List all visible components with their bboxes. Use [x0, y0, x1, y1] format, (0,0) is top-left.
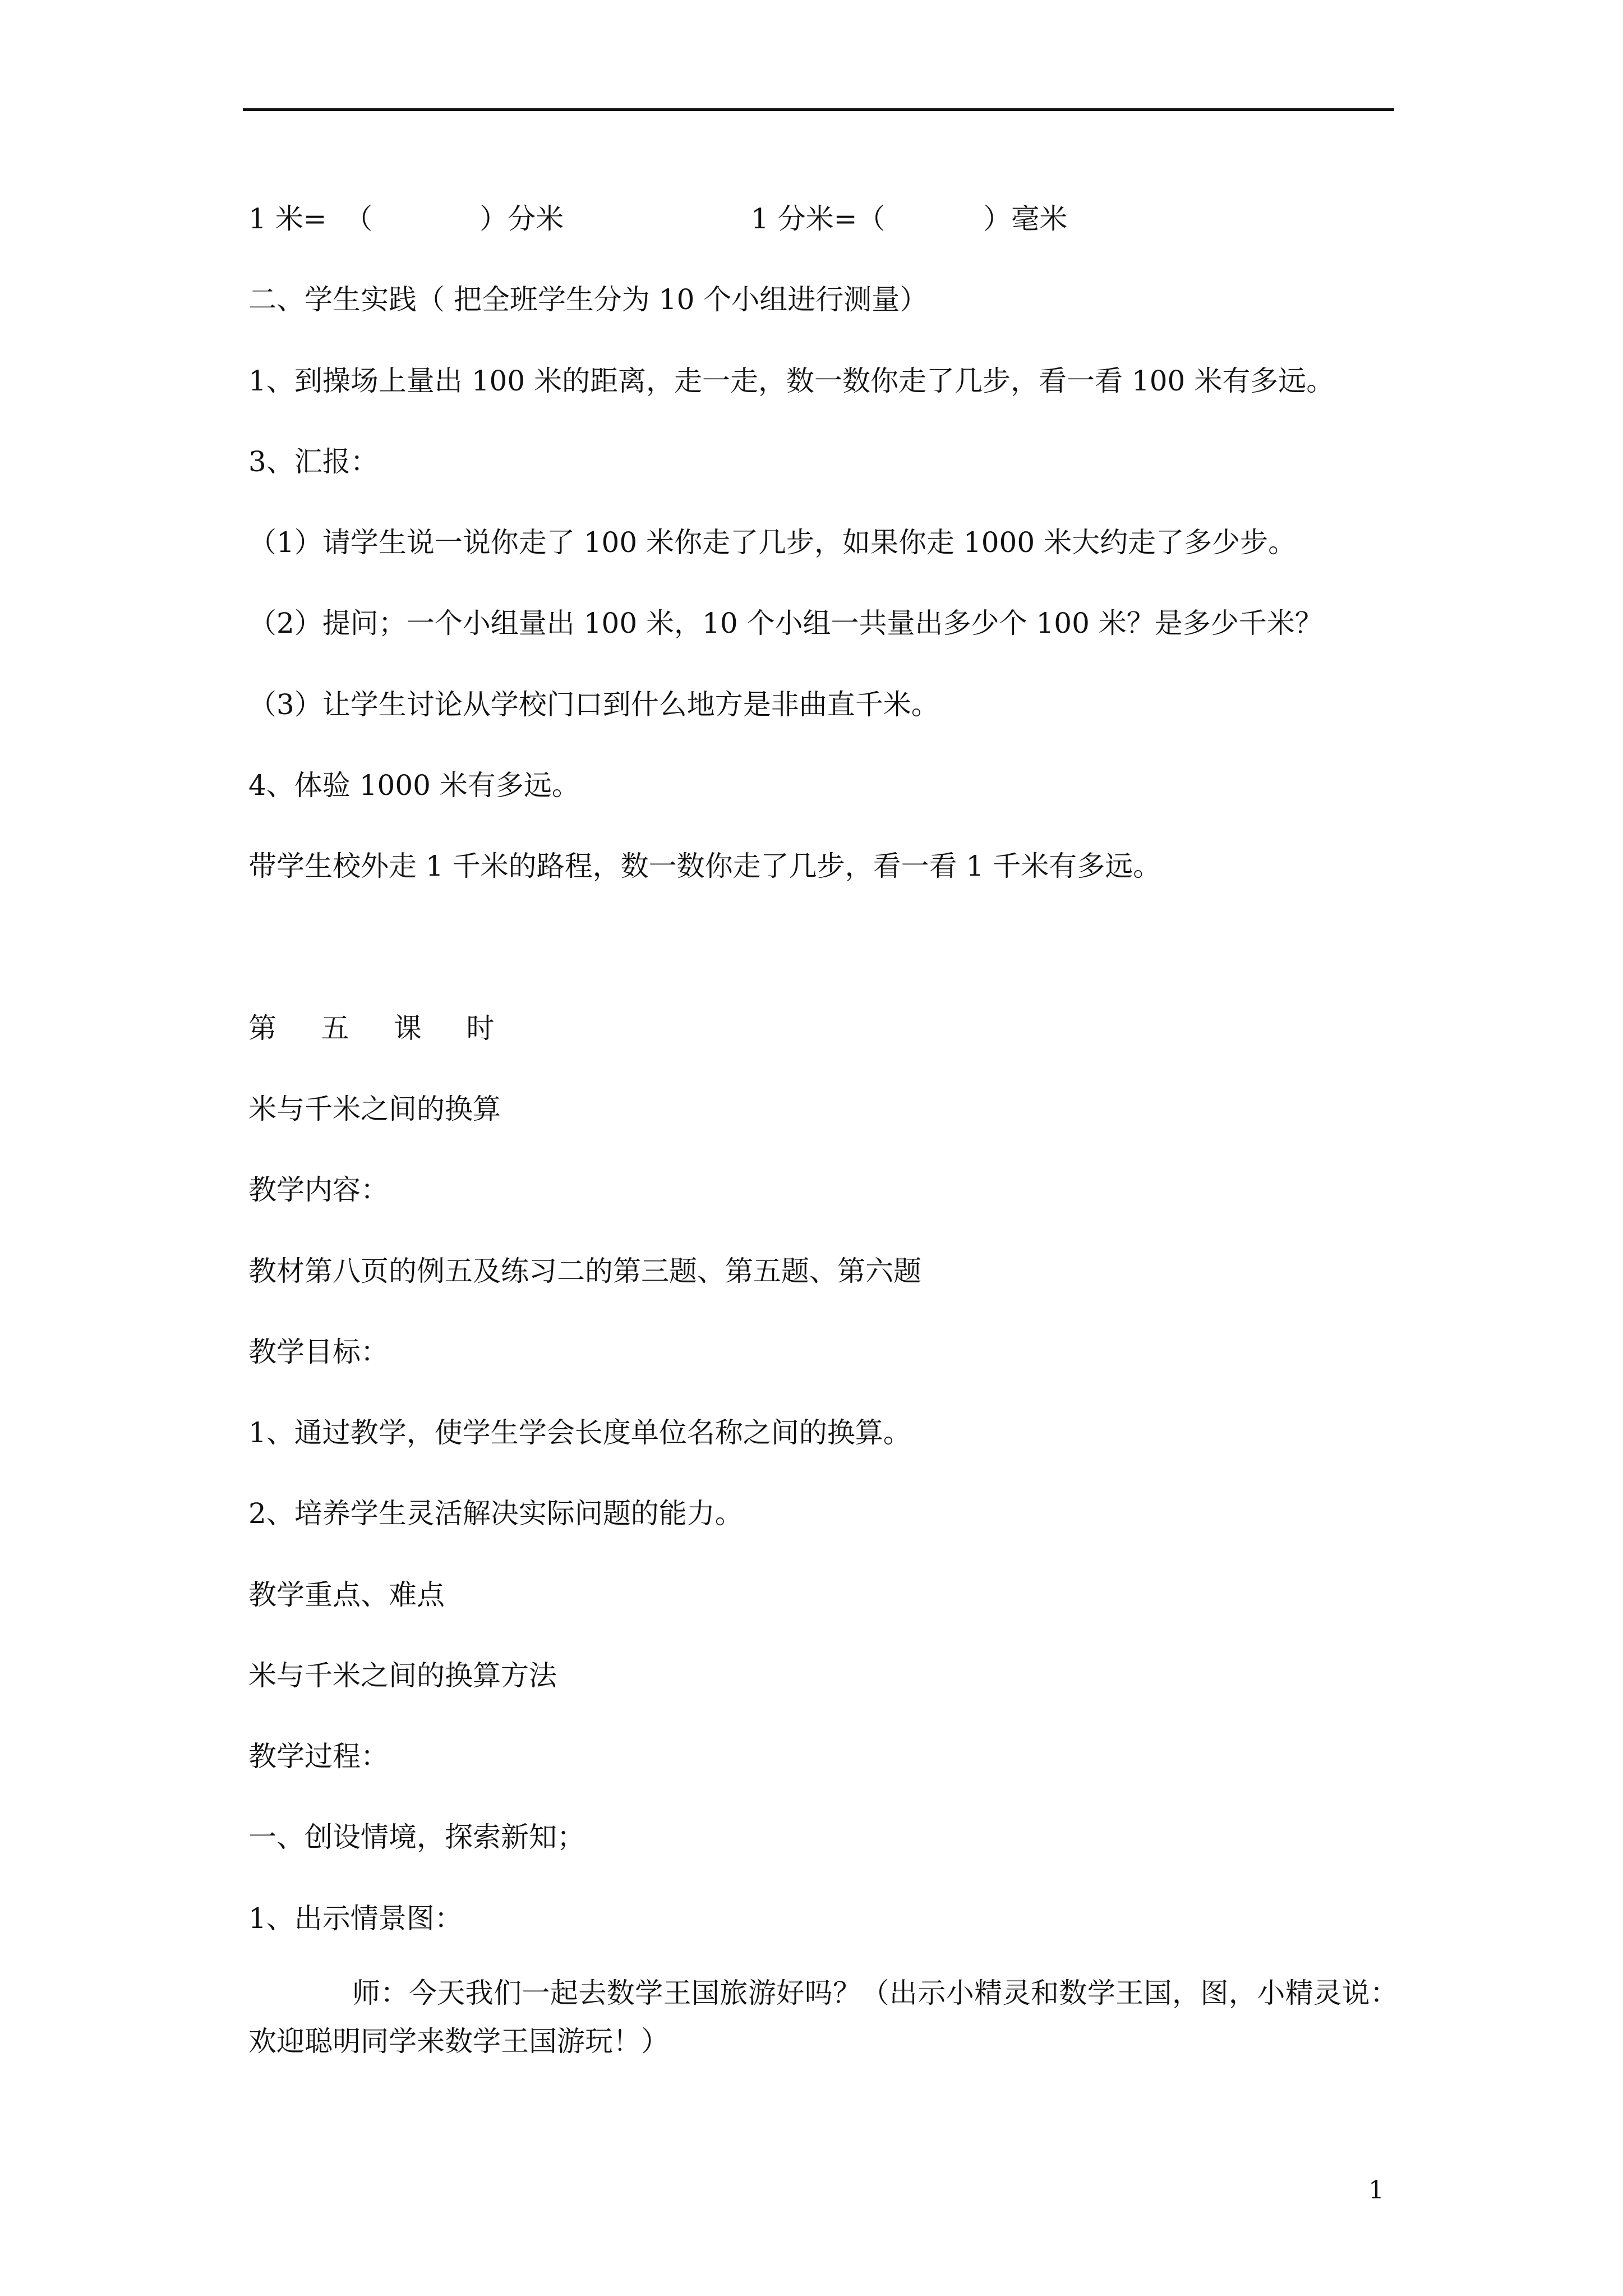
- report-item-2: （2）提问；一个小组量出 100 米，10 个小组一共量出多少个 100 米？是多少千米？: [248, 607, 1323, 639]
- teaching-content-text: 教材第八页的例五及练习二的第三题、第五题、第六题: [248, 1255, 921, 1287]
- practice-item-4: 4、体验 1000 米有多远。: [248, 769, 580, 802]
- lesson-title: 米与千米之间的换算: [248, 1093, 501, 1125]
- key-points-text: 米与千米之间的换算方法: [248, 1659, 557, 1692]
- practice-item-3: 3、汇报：: [248, 445, 379, 478]
- teaching-goals-label: 教学目标：: [248, 1336, 389, 1368]
- report-item-1: （1）请学生说一说你走了 100 米你走了几步，如果你走 1000 米大约走了多少步。: [248, 526, 1297, 559]
- teaching-process-label: 教学过程：: [248, 1740, 389, 1773]
- teaching-content-label: 教学内容：: [248, 1174, 389, 1206]
- teacher-dialogue: 师：今天我们一起去数学王国旅游好吗？（出示小精灵和数学王国，图，小精灵说：欢迎聪明同学来数学王国游玩！）: [248, 1977, 1398, 2058]
- key-points-label: 教学重点、难点: [248, 1579, 445, 1611]
- practice-walk-text: 带学生校外走 1 千米的路程，数一数你走了几步，看一看 1 千米有多远。: [248, 850, 1161, 882]
- process-section-1: 一、创设情境，探索新知；: [248, 1821, 585, 1853]
- page-number: 1: [1368, 2176, 1384, 2205]
- lesson-heading: 第 五 课 时: [248, 1012, 495, 1045]
- header-rule: [243, 108, 1394, 111]
- goal-item-1: 1、通过教学，使学生学会长度单位名称之间的换算。: [248, 1416, 911, 1449]
- goal-item-2: 2、培养学生灵活解决实际问题的能力。: [248, 1497, 743, 1530]
- unit-conversion-blanks: 1 米= （ ）分米 1 分米=（ ）毫米: [248, 203, 1068, 235]
- report-item-3: （3）让学生讨论从学校门口到什么地方是非曲直千米。: [248, 688, 939, 721]
- practice-item-1: 1、到操场上量出 100 米的距离，走一走，数一数你走了几步，看一看 100 米有多远。: [248, 365, 1335, 397]
- process-item-1: 1、出示情景图：: [248, 1902, 463, 1935]
- section-student-practice: 二、学生实践（ 把全班学生分为 10 个小组进行测量）: [248, 283, 928, 316]
